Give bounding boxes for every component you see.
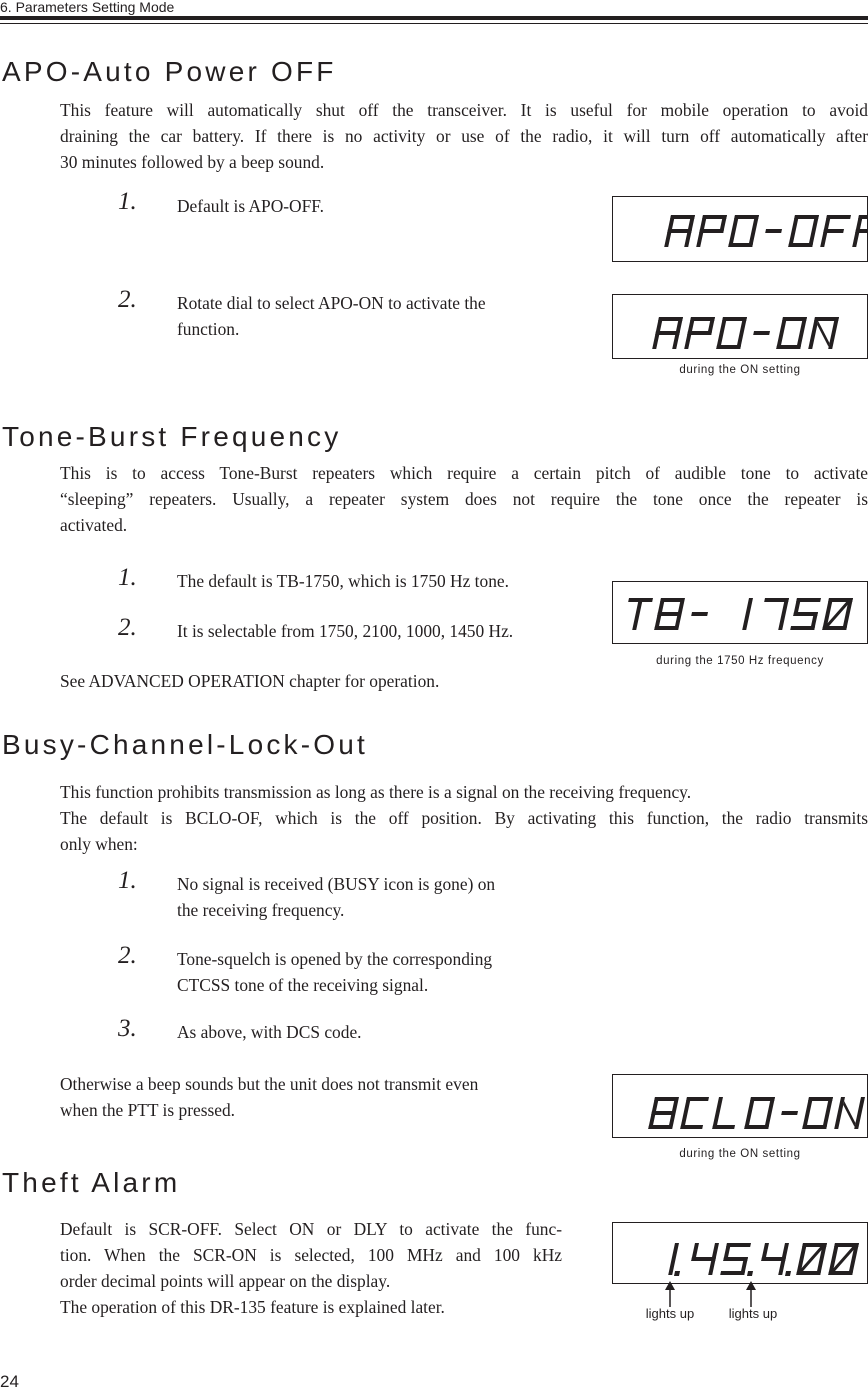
step-line: the receiving frequency. — [177, 900, 345, 920]
bclo-paragraph — [60, 779, 868, 857]
section-title-tone-burst: Tone-Burst Frequency — [2, 421, 342, 452]
paragraph-line: This feature will automatically shut off the transceiver. It is useful for mobile operation to avoid — [60, 100, 868, 120]
step-line: No signal is received (BUSY icon is gone) on — [177, 874, 496, 894]
step-line: As above, with DCS code. — [177, 1022, 362, 1042]
section-title-bclo: Busy-Channel-Lock-Out — [2, 729, 368, 760]
paragraph-line: This function prohibits transmission as long as there is a signal on the receiving frequency. — [60, 782, 692, 802]
step-line: function. — [177, 319, 240, 339]
lcd-display-apo-off — [612, 196, 868, 262]
section-title-apo: APO-Auto Power OFF — [2, 56, 337, 87]
paragraph-line: 30 minutes followed by a beep sound. — [60, 152, 325, 172]
lcd-segment-art — [613, 582, 868, 645]
step-line: Tone-squelch is opened by the corresponding — [177, 949, 493, 969]
paragraph-line: “sleeping” repeaters. Usually, a repeater system does not require the tone once the repeater is — [60, 489, 868, 509]
step-line: Default is APO-OFF. — [177, 196, 324, 216]
lcd-display-tb-1750 — [612, 581, 868, 644]
paragraph-line: Default is SCR-OFF. Select ON or DLY to activate the func- — [60, 1219, 562, 1239]
lcd-display-frequency — [612, 1222, 868, 1284]
pointer-arrows — [612, 1280, 868, 1308]
paragraph-line: This is to access Tone-Burst repeaters which require a certain pitch of audible tone to activate — [60, 463, 868, 483]
arrow-up-icon — [746, 1281, 756, 1307]
paragraph-line: draining the car battery. If there is no activity or use of the radio, it will turn off automatically after — [60, 126, 868, 146]
display-caption: during the ON setting — [679, 1148, 801, 1160]
chapter-header: 6. Parameters Setting Mode — [0, 0, 175, 15]
bclo-step-3 — [177, 1019, 577, 1045]
tone-burst-paragraph — [60, 460, 868, 538]
step-number: 3. — [118, 1015, 137, 1042]
paragraph-line: when the PTT is pressed. — [60, 1100, 236, 1120]
display-caption: during the 1750 Hz frequency — [656, 655, 824, 667]
step-line: The default is TB-1750, which is 1750 Hz tone. — [177, 571, 509, 591]
step-number: 2. — [118, 286, 137, 313]
tone-note: See ADVANCED OPERATION chapter for operation. — [60, 671, 440, 691]
bclo-note — [60, 1071, 580, 1123]
section-title-theft-alarm: Theft Alarm — [2, 1167, 181, 1198]
apo-paragraph — [60, 97, 868, 175]
arrow-label: lights up — [728, 1306, 778, 1321]
lcd-display-apo-on — [612, 294, 868, 359]
step-line: It is selectable from 1750, 2100, 1000, 1450 Hz. — [177, 621, 514, 641]
paragraph-line: only when: — [60, 834, 138, 854]
arrow-up-icon — [665, 1281, 675, 1307]
paragraph-line: order decimal points will appear on the display. — [60, 1271, 391, 1291]
paragraph-line: Otherwise a beep sounds but the unit does not transmit even — [60, 1074, 479, 1094]
lcd-segment-art — [613, 295, 868, 360]
paragraph-line: The operation of this DR-135 feature is explained later. — [60, 1297, 445, 1317]
step-number: 1. — [118, 867, 137, 894]
theft-paragraph — [60, 1216, 562, 1320]
step-number: 1. — [118, 564, 137, 591]
tone-step-1 — [177, 568, 577, 594]
header-rule-thick — [0, 16, 868, 20]
step-number: 2. — [118, 614, 137, 641]
paragraph-line: activated. — [60, 515, 128, 535]
header-rule-thin — [0, 23, 868, 24]
bclo-step-2 — [177, 946, 577, 998]
lcd-segment-art — [613, 1223, 868, 1285]
lcd-segment-art — [613, 1075, 868, 1139]
apo-step-1 — [177, 193, 577, 219]
tone-step-2 — [177, 618, 577, 644]
step-line: Rotate dial to select APO-ON to activate the — [177, 293, 486, 313]
paragraph-line: The default is BCLO-OF, which is the off position. By activating this function, the radio transmits — [60, 808, 868, 828]
page-number: 24 — [0, 1372, 19, 1391]
step-number: 1. — [118, 188, 137, 215]
lcd-segment-art — [613, 197, 868, 263]
apo-step-2 — [177, 290, 577, 342]
paragraph-line: tion. When the SCR-ON is selected, 100 MHz and 100 kHz — [60, 1245, 562, 1265]
lcd-display-bclo-on — [612, 1074, 868, 1138]
bclo-step-1 — [177, 871, 577, 923]
step-number: 2. — [118, 942, 137, 969]
arrow-label: lights up — [645, 1306, 695, 1321]
display-caption: during the ON setting — [679, 364, 801, 376]
step-line: CTCSS tone of the receiving signal. — [177, 975, 429, 995]
